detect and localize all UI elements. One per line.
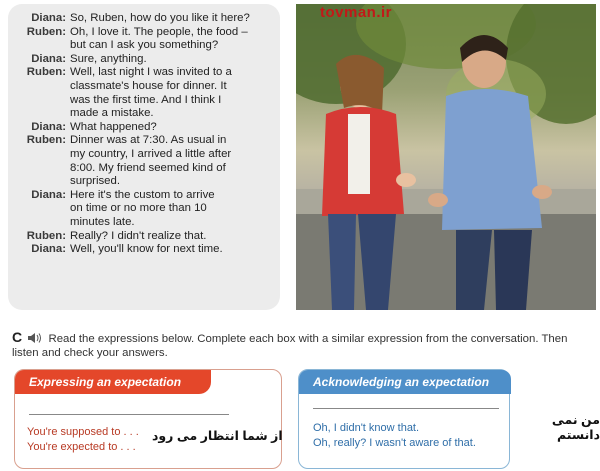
speaker-name [14, 94, 70, 108]
expressing-expectation-box [14, 369, 282, 469]
dialogue-line [14, 134, 274, 148]
expression-supposed: You're supposed to . . . [27, 426, 139, 438]
speaker-name: Ruben: [26, 66, 66, 79]
speech-text: but can I ask you something? [70, 39, 219, 52]
dialogue-line [14, 94, 274, 108]
dialogue-line [14, 243, 274, 257]
speaker-name: Diana: [31, 12, 66, 24]
speech-text: minutes late. [70, 215, 135, 228]
speech-text: Really? I didn't realize that. [70, 229, 207, 242]
speech-text: my country, I arrived a little after [70, 147, 232, 160]
speaker-name: Ruben: [26, 229, 66, 242]
acknowledging-expectation-box [298, 369, 510, 469]
speech-text: classmate's house for dinner. It [70, 79, 227, 92]
speaker-name [14, 39, 70, 53]
speaker-name: Diana: [31, 120, 66, 133]
speech-text: on time or no more than 10 [70, 202, 207, 215]
dialogue-line [14, 189, 274, 203]
persian-note-left: از شما انتظار می رود [152, 429, 283, 443]
dialogue-line [14, 53, 274, 67]
dialogue-line [14, 26, 274, 40]
expressing-header: Expressing an expectation [15, 370, 211, 394]
speech-text: Sure, anything. [70, 52, 147, 65]
dialogue-line [14, 80, 274, 94]
speech-text: What happened? [70, 120, 157, 133]
speech-text: surprised. [70, 175, 121, 188]
speech-text: was the first time. And I think I [70, 93, 222, 106]
watermark-text: tovman.ir [320, 4, 393, 21]
speech-text: 8:00. My friend seemed kind of [70, 161, 226, 174]
audio-speaker-icon[interactable] [28, 333, 42, 343]
speech-text: Oh, I love it. The people, the food – [70, 25, 248, 38]
speaker-name: Diana: [31, 243, 66, 256]
answer-blank-line[interactable] [29, 414, 229, 415]
speaker-name: Diana: [31, 188, 66, 201]
speech-text: Here it's the custom to arrive [70, 188, 215, 201]
expression-expected: You're expected to . . . [27, 441, 136, 453]
conversation-photo [296, 4, 596, 310]
speaker-name: Ruben: [26, 134, 66, 147]
dialogue-line [14, 148, 274, 162]
speaker-name: Ruben: [26, 25, 66, 38]
dialogue-line [14, 66, 274, 80]
speaker-name [14, 175, 70, 189]
dialogue-line [14, 230, 274, 244]
speech-text: Well, you'll know for next time. [70, 243, 223, 256]
photo-illustration [296, 4, 596, 310]
speech-text: Dinner was at 7:30. As usual in [70, 134, 227, 147]
speaker-name [14, 107, 70, 121]
expression-not-aware: Oh, really? I wasn't aware of that. [313, 437, 476, 449]
speaker-name [14, 80, 70, 94]
speaker-name [14, 216, 70, 230]
dialogue-line [14, 162, 274, 176]
speaker-name [14, 148, 70, 162]
speaker-name [14, 202, 70, 216]
dialogue-line [14, 107, 274, 121]
dialogue-line [14, 202, 274, 216]
answer-blank-line[interactable] [313, 408, 499, 409]
exercise-label: C [12, 329, 23, 345]
instruction-c [12, 330, 572, 360]
expression-didnt-know: Oh, I didn't know that. [313, 422, 420, 434]
persian-note-right: من نمی دانستم [551, 413, 600, 442]
speech-text: Well, last night I was invited to a [70, 66, 232, 79]
acknowledging-header: Acknowledging an expectation [299, 370, 511, 394]
speech-text: made a mistake. [70, 107, 154, 120]
speaker-name: Diana: [31, 52, 66, 65]
dialogue-line [14, 121, 274, 135]
dialogue-line [14, 175, 274, 189]
speech-text: So, Ruben, how do you like it here? [70, 12, 250, 24]
dialogue-line [14, 216, 274, 230]
dialogue-panel [8, 4, 280, 310]
speaker-name [14, 162, 70, 176]
dialogue-line [14, 12, 274, 26]
instruction-text: Read the expressions below. Complete each box with a similar expression from the conversation. Then listen and check your answers. [12, 333, 568, 359]
dialogue-line [14, 39, 274, 53]
